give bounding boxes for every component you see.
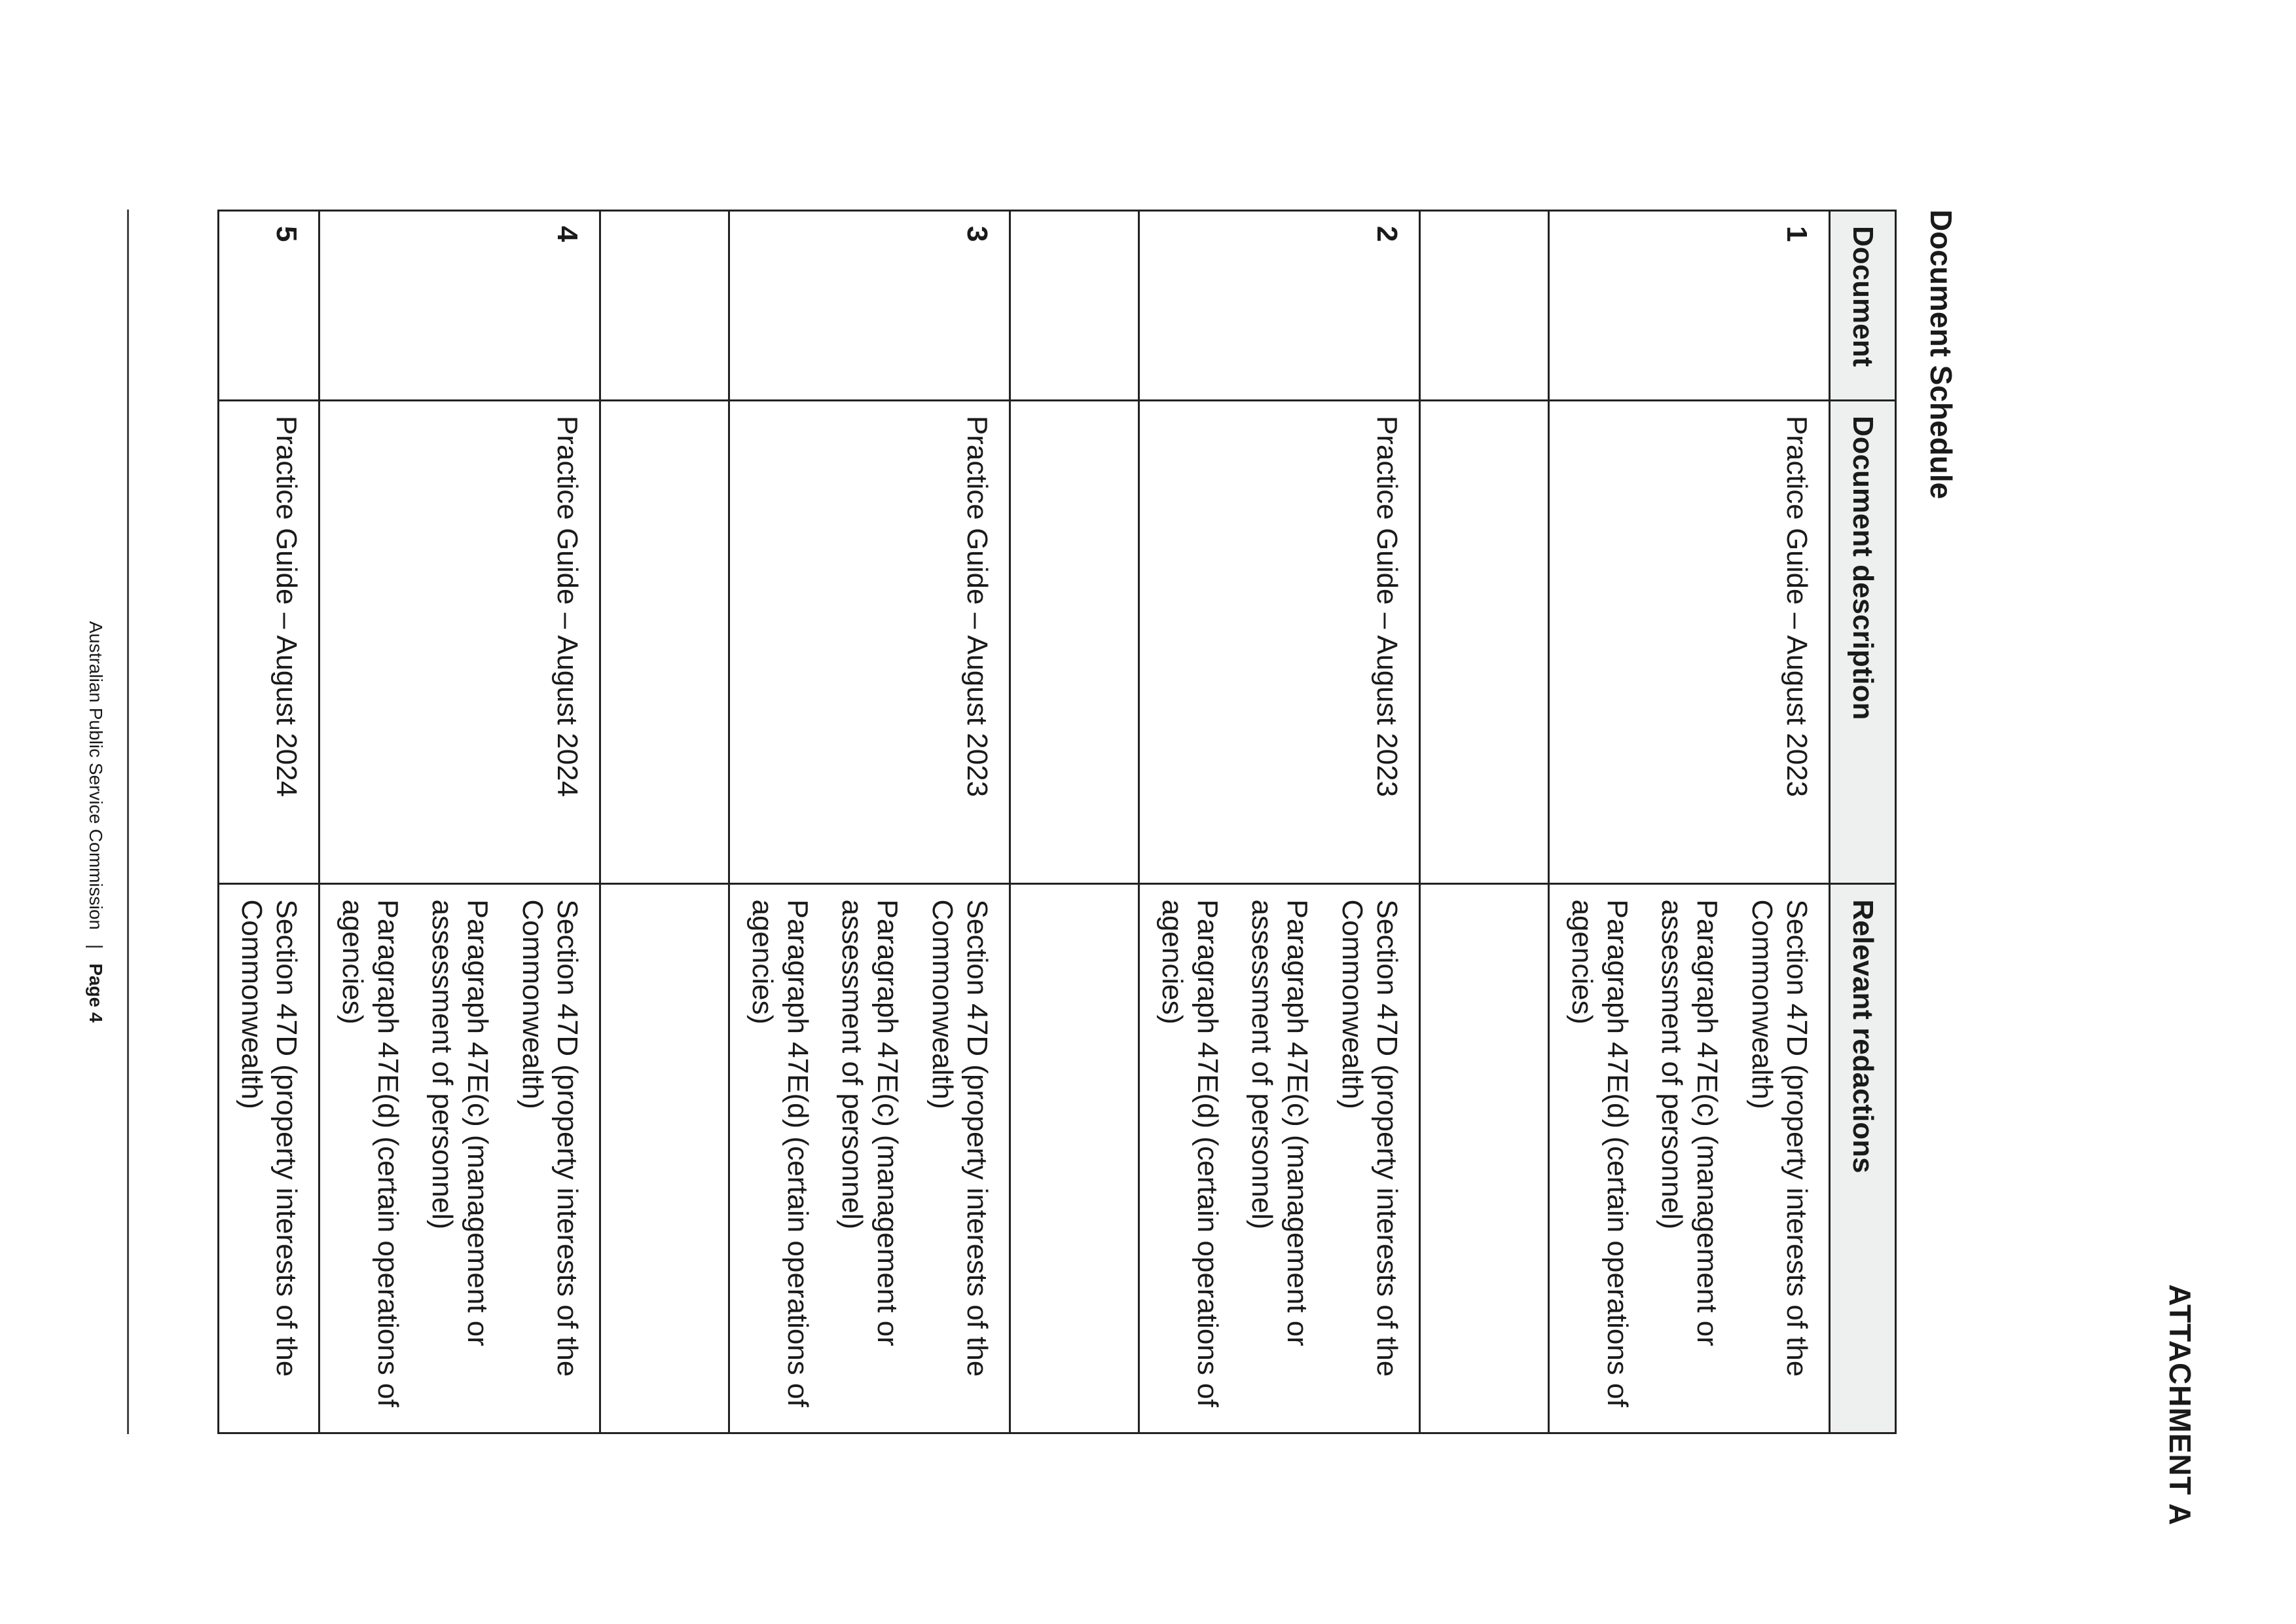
redaction-item: Paragraph 47E(d) (certain operations of agencies) [746,899,814,1407]
table-row [319,211,600,1433]
document-description: Practice Guide – August 2024 [319,400,600,884]
document-number: 5 [218,211,319,401]
redaction-item: Paragraph 47E(d) (certain operations of agencies) [336,899,404,1407]
document-number: 4 [319,211,600,401]
redaction-item: Section 47D (property interests of the Commonwealth) [926,899,994,1377]
document-schedule-table [217,210,1897,1434]
document-description: Practice Guide – August 2023 [729,400,1010,884]
redaction-item: Section 47D (property interests of the Commonwealth) [1336,899,1404,1377]
redaction-item: Paragraph 47E(c) (management or assessment of personnel) [836,899,903,1346]
redaction-item: Paragraph 47E(c) (management or assessment of personnel) [426,899,494,1346]
page-title: Document Schedule [1924,210,1958,500]
table-row [729,211,1010,1433]
redactions-cell [1139,884,1420,1433]
table-row-continuation [1420,211,1549,1433]
table-row [1549,211,1830,1433]
footer-organisation: Australian Public Service Commission [86,621,106,930]
redaction-item: Section 47D (property interests of the Commonwealth) [235,899,303,1377]
redactions-cell [218,884,319,1433]
header-redactions: Relevant redactions [1830,884,1896,1433]
table-header-row [1830,211,1896,1433]
footer-separator: | [86,944,106,950]
document-description: Practice Guide – August 2024 [218,400,319,884]
redaction-item: Paragraph 47E(d) (certain operations of agencies) [1565,899,1633,1407]
redaction-item: Section 47D (property interests of the Commonwealth) [1745,899,1813,1377]
redaction-item: Section 47D (property interests of the Commonwealth) [516,899,584,1377]
redaction-item: Paragraph 47E(c) (management or assessment of personnel) [1246,899,1313,1346]
redactions-cell [1549,884,1830,1433]
document-description: Practice Guide – August 2023 [1549,400,1830,884]
document-description: Practice Guide – August 2023 [1139,400,1420,884]
attachment-label: ATTACHMENT A [2163,1284,2197,1526]
document-number: 1 [1549,211,1830,401]
table-row [218,211,319,1433]
footer-page-number: Page 4 [86,963,106,1023]
header-description: Document description [1830,400,1896,884]
page-footer [85,210,106,1434]
document-number: 2 [1139,211,1420,401]
table-row-continuation [600,211,729,1433]
footer-divider [127,210,129,1434]
redactions-cell [319,884,600,1433]
redactions-cell [729,884,1010,1433]
table-row [1139,211,1420,1433]
header-document: Document [1830,211,1896,401]
redaction-item: Paragraph 47E(d) (certain operations of agencies) [1156,899,1224,1407]
table-row-continuation [1010,211,1139,1433]
redaction-item: Paragraph 47E(c) (management or assessment of personnel) [1656,899,1723,1346]
document-number: 3 [729,211,1010,401]
